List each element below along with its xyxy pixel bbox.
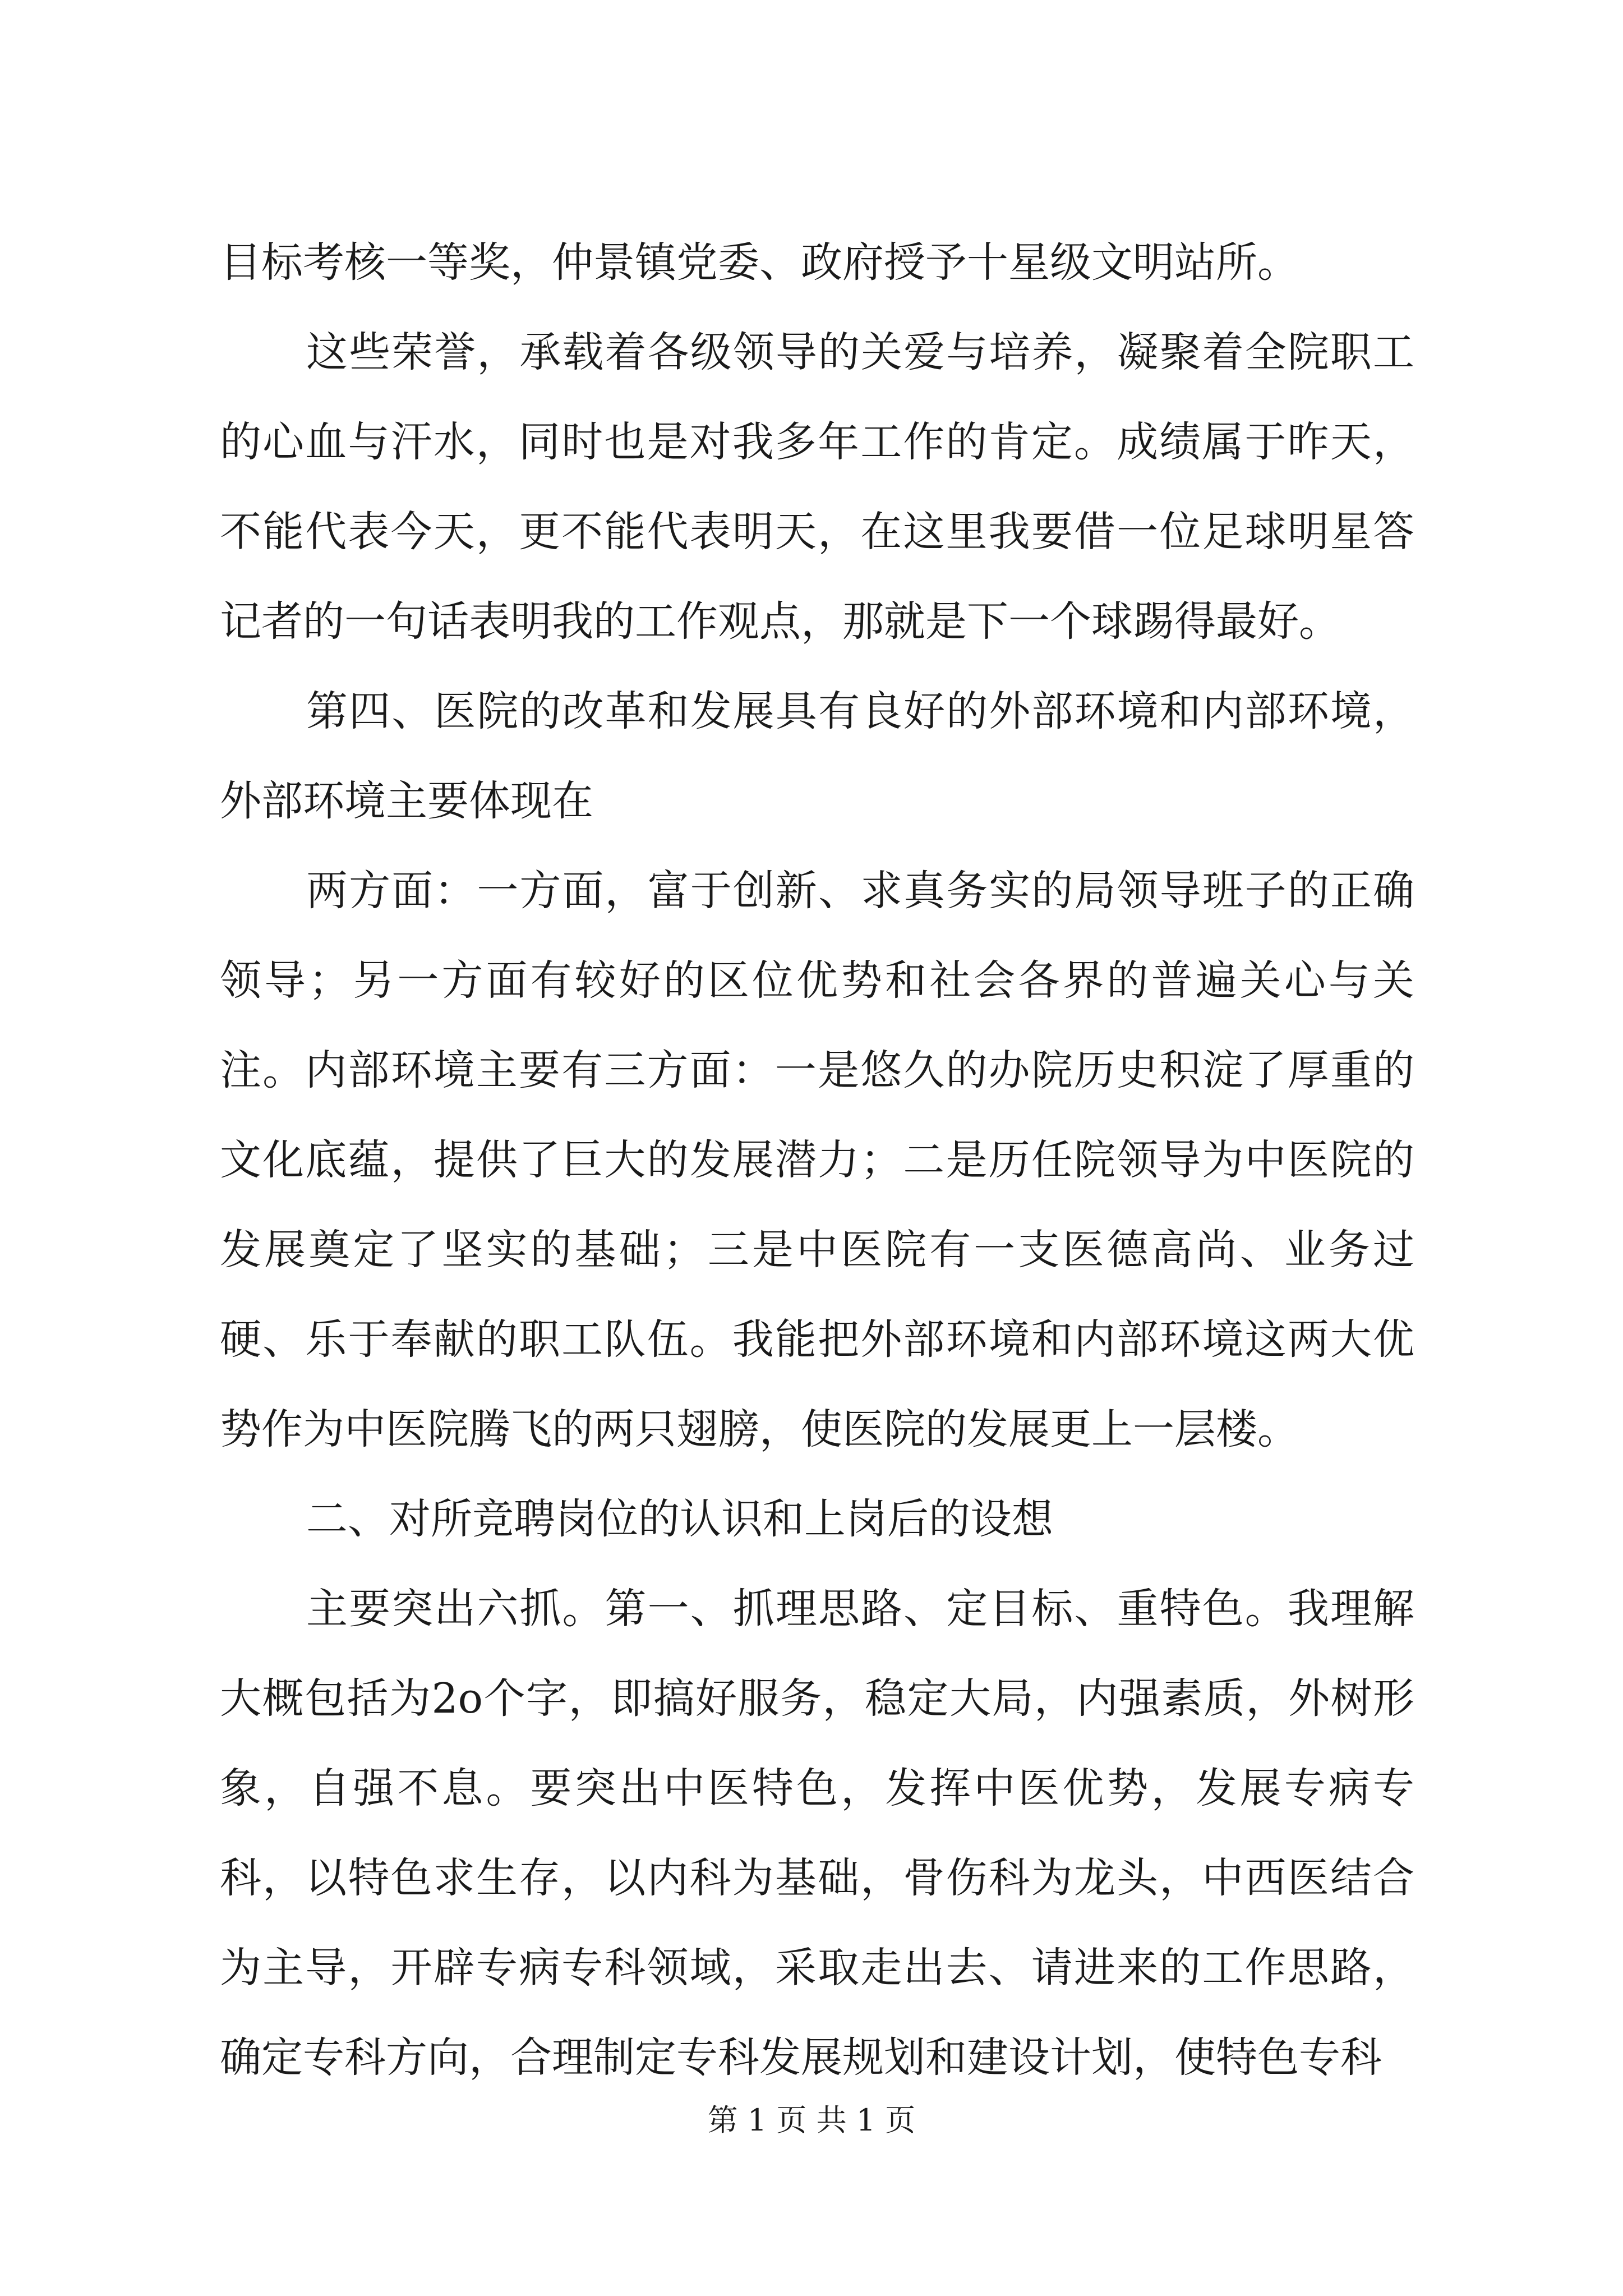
paragraph-1: 目标考核一等奖，仲景镇党委、政府授予十星级文明站所。 [220, 238, 1299, 287]
paragraph-6: 主要突出六抓。第一、抓理思路、定目标、重特色。我理解大概包括为2o个字，即搞好服务，稳定大局，内强素质，外树形象，自强不息。要突出中医特色，发挥中医优势，发展专病专科，以特色求生存，以内科为基础，骨伤科为龙头，中西医结合为主导，开辟专病专科领域，采取走出去、请进来的工作思路，确定专科方向，合理制定专科发展规划和建设计划，使特色专科 [220, 1585, 1414, 2082]
paragraph-3: 第四、医院的改革和发展具有良好的外部环境和内部环境，外部环境主要体现在 [220, 687, 1414, 825]
page-number-footer: 第 1 页 共 1 页 [707, 2102, 916, 2138]
document-body [220, 218, 1414, 2102]
section-heading: 二、对所竞聘岗位的认识和上岗后的设想 [306, 1495, 1053, 1543]
paragraph-4: 两方面：一方面，富于创新、求真务实的局领导班子的正确领导；另一方面有较好的区位优势和社会各界的普遍关心与关注。内部环境主要有三方面：一是悠久的办院历史积淀了厚重的文化底蕴，提供了巨大的发展潜力；二是历任院领导为中医院的发展奠定了坚实的基础；三是中医院有一支医德高尚、业务过硬、乐于奉献的职工队伍。我能把外部环境和内部环境这两大优势作为中医院腾飞的两只翅膀，使医院的发展更上一层楼。 [220, 867, 1414, 1453]
paragraph-2: 这些荣誉，承载着各级领导的关爱与培养，凝聚着全院职工的心血与汗水，同时也是对我多年工作的肯定。成绩属于昨天，不能代表今天，更不能代表明天，在这里我要借一位足球明星答记者的一句话表明我的工作观点，那就是下一个球踢得最好。 [220, 328, 1414, 646]
